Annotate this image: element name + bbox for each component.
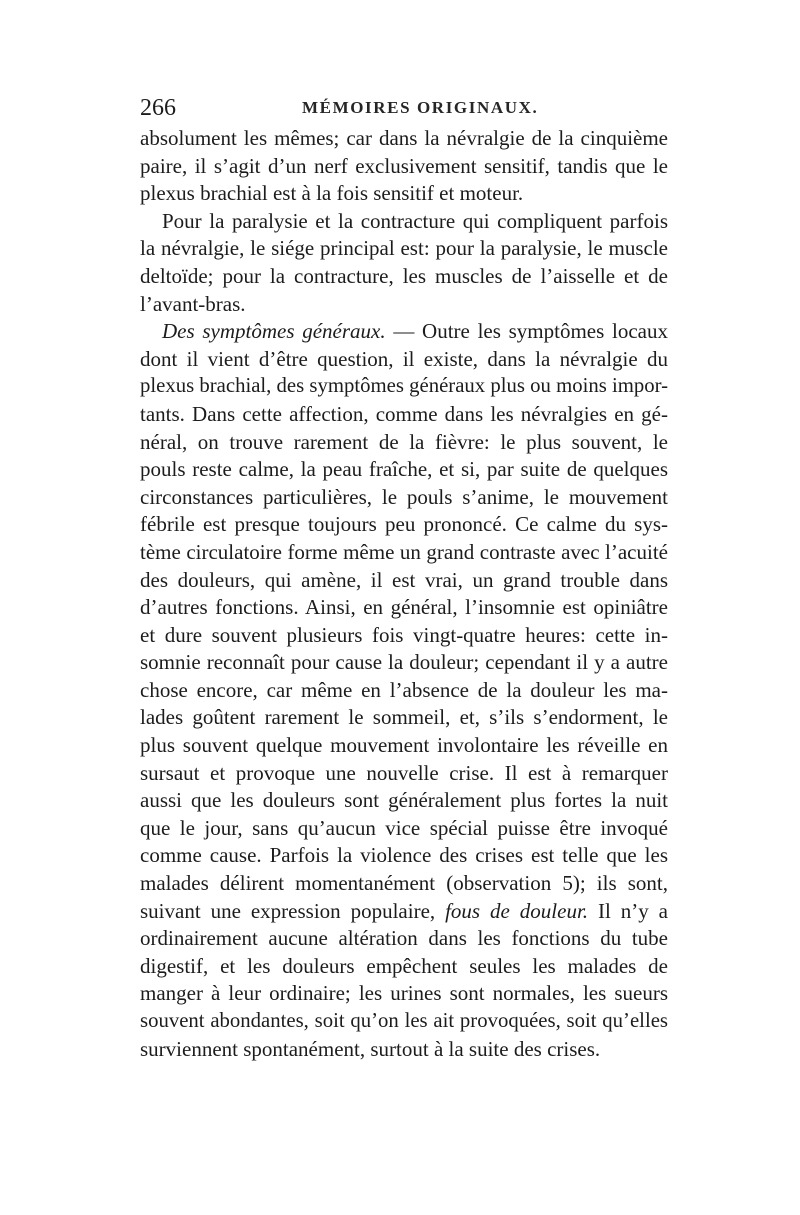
text-line [140,318,668,346]
text-segment: des douleurs, qui amène, il est vrai, un grand trouble dans [140,567,668,592]
text-segment: deltoïde; pour la contracture, les muscles de l’aisselle et de [140,263,668,288]
text-line [140,677,668,705]
page-number: 266 [140,95,176,121]
text-line [140,925,668,953]
text-line [140,787,668,815]
text-line [140,760,668,788]
italic-phrase: Des symptômes généraux. [162,319,386,344]
text-line [140,649,668,677]
text-line [140,1036,668,1064]
text-segment: sursaut et provoque une nouvelle crise. Il est à remarquer [140,760,668,785]
text-line [140,125,668,153]
text-line [140,511,668,539]
text-segment: surviennent spontanément, surtout à la suite des crises. [140,1036,601,1061]
text-line [140,622,668,650]
text-segment: somnie reconnaît pour cause la douleur; cependant il y a autre [140,650,668,675]
text-segment: chose encore, car même en l’absence de la douleur les ma- [140,677,668,702]
text-segment: suivant une expression populaire, [140,898,446,923]
text-line [140,235,668,263]
text-segment: Il n’y a [588,898,668,923]
text-segment: la névralgie, le siége principal est: pour la paralysie, le muscle [140,236,668,261]
text-line [140,373,668,401]
text-line [140,208,668,236]
text-segment: fébrile est presque toujours peu prononcé. Ce calme du sys- [140,512,668,537]
text-segment: pouls reste calme, la peau fraîche, et si, par suite de quelques [140,457,668,482]
text-line [140,456,668,484]
text-segment: et dure souvent plusieurs fois vingt-quatre heures: cette in- [140,622,668,647]
running-title: MÉMOIRES ORIGINAUX. [302,98,539,117]
text-segment: ordinairement aucune altération dans les fonctions du tube [140,926,668,951]
text-segment: d’autres fonctions. Ainsi, en général, l’insomnie est opiniâtre [140,595,668,620]
text-line [140,180,668,208]
text-line [140,346,668,374]
text-line [140,291,668,319]
text-line [140,263,668,291]
text-segment: absolument les mêmes; car dans la névralgie de la cinquième [140,126,668,150]
text-line [140,539,668,567]
text-segment: néral, on trouve rarement de la fièvre: le plus souvent, le [140,429,668,454]
text-segment: — Outre les symptômes locaux [385,319,668,344]
text-line [140,898,668,926]
text-segment: lades goûtent rarement le sommeil, et, s’ils s’endorment, le [140,705,668,730]
text-segment: aussi que les douleurs sont généralement plus fortes la nuit [140,788,668,813]
text-line [140,401,668,429]
text-segment: manger à leur ordinaire; les urines sont normales, les sueurs [140,981,668,1006]
text-segment: que le jour, sans qu’aucun vice spécial puisse être invoqué [140,815,668,840]
text-segment: tème circulatoire forme même un grand contraste avec l’acuité [140,539,668,564]
text-segment: digestif, et les douleurs empêchent seules les malades de [140,953,668,978]
body-text [140,125,668,1063]
text-line [140,153,668,181]
text-line [140,704,668,732]
text-segment: malades délirent momentanément (observation 5); ils sont, [140,871,668,896]
text-segment: comme cause. Parfois la violence des crises est telle que les [140,843,668,868]
text-segment: circonstances particulières, le pouls s’anime, le mouvement [140,484,668,509]
text-segment: souvent abondantes, soit qu’on les ait provoquées, soit qu’elles [140,1010,668,1032]
text-line [140,484,668,512]
text-line [140,567,668,595]
text-segment: l’avant-bras. [140,291,246,316]
text-segment: Pour la paralysie et la contracture qui compliquent parfois [162,208,668,233]
running-head [140,93,670,123]
text-segment: plexus brachial est à la fois sensitif et moteur. [140,181,524,206]
italic-phrase: fous de douleur. [445,898,589,923]
text-line [140,953,668,981]
text-line [140,870,668,898]
text-line [140,815,668,843]
text-line [140,732,668,760]
text-segment: dont il vient d’être question, il existe, dans la névralgie du [140,346,668,371]
text-line [140,594,668,622]
text-line [140,429,668,457]
text-segment: plexus brachial, des symptômes généraux plus ou moins impor- [140,375,668,398]
text-line [140,980,668,1008]
text-segment: plus souvent quelque mouvement involontaire les réveille en [140,733,668,758]
text-segment: paire, il s’agit d’un nerf exclusivement sensitif, tandis que le [140,153,668,178]
text-line [140,842,668,870]
text-segment: tants. Dans cette affection, comme dans les névralgies en gé- [140,401,668,426]
text-line [140,1008,668,1036]
